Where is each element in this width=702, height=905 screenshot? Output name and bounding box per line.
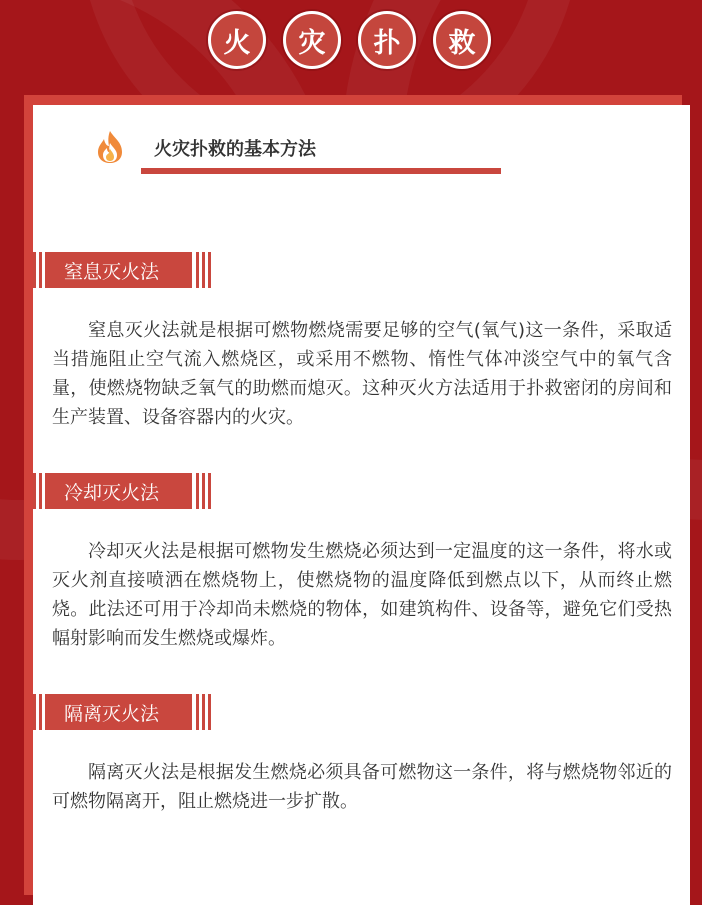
- tag-bar: [196, 473, 199, 509]
- tag-bar: [39, 694, 42, 730]
- section-label-isolation: [33, 694, 213, 730]
- section-label-cooling: [33, 473, 213, 509]
- section-paragraph: 窒息灭火法就是根据可燃物燃烧需要足够的空气(氧气)这一条件，采取适当措施阻止空气流入燃烧区，或采用不燃物、惰性气体冲淡空气中的氧气含量，使燃烧物缺乏氧气的助燃而熄灭。这种灭火方法适用于扑救密闭的房间和生产装置、设备容器内的火灾。: [52, 320, 672, 428]
- section-paragraph: 隔离灭火法是根据发生燃烧必须具备可燃物这一条件，将与燃烧物邻近的可燃物隔离开，阻止燃烧进一步扩散。: [52, 762, 672, 812]
- tag-bar: [196, 694, 199, 730]
- section-label: 窒息灭火法: [45, 252, 192, 288]
- tag-bar: [33, 473, 36, 509]
- tag-bar: [33, 694, 36, 730]
- section-paragraph: 冷却灭火法是根据可燃物发生燃烧必须达到一定温度的这一条件，将水或灭火剂直接喷洒在燃烧物上，使燃烧物的温度降低到燃点以下，从而终止燃烧。此法还可用于冷却尚未燃烧的物体，如建筑构件、设备等，避免它们受热幅射影响而发生燃烧或爆炸。: [52, 541, 672, 649]
- title-char: 灾: [283, 11, 341, 69]
- section-label: 隔离灭火法: [45, 694, 192, 730]
- tag-bar: [202, 694, 205, 730]
- flame-icon: [96, 130, 124, 164]
- tag-bar: [202, 473, 205, 509]
- section-label: 冷却灭火法: [45, 473, 192, 509]
- tag-bar: [208, 694, 211, 730]
- title-char: 火: [208, 11, 266, 69]
- section-heading: [96, 130, 516, 176]
- tag-bar: [208, 473, 211, 509]
- tag-bar: [196, 252, 199, 288]
- section-label-choke: [33, 252, 213, 288]
- tag-bar: [39, 252, 42, 288]
- heading-title: 火灾扑救的基本方法: [154, 139, 316, 160]
- tag-bar: [208, 252, 211, 288]
- tag-bar: [33, 252, 36, 288]
- heading-underline: [141, 168, 501, 174]
- page-title: [0, 11, 702, 73]
- tag-bar: [202, 252, 205, 288]
- title-char: 扑: [358, 11, 416, 69]
- tag-bar: [39, 473, 42, 509]
- title-char: 救: [433, 11, 491, 69]
